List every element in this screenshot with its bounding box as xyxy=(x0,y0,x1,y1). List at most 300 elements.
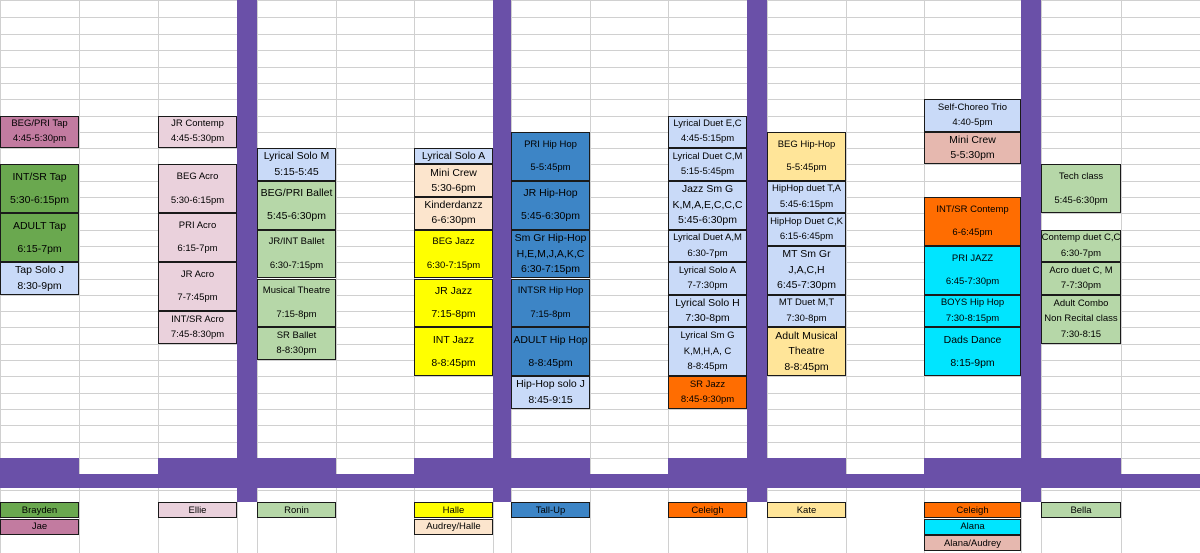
time-label xyxy=(590,50,668,66)
studio-header xyxy=(1041,18,1121,33)
class-block[interactable] xyxy=(0,116,79,149)
class-block[interactable] xyxy=(668,327,747,376)
class-name: Lyrical Solo M xyxy=(263,150,330,163)
time-label xyxy=(336,230,414,246)
grid-line-h xyxy=(0,490,1200,491)
time-label xyxy=(79,181,158,197)
time-label xyxy=(590,295,668,311)
class-detail: 5:45-6:30pm xyxy=(678,214,737,227)
class-name: Lyrical Sm G xyxy=(680,330,735,342)
time-label xyxy=(79,295,158,311)
class-name: Lyrical Solo H xyxy=(675,296,740,309)
time-label xyxy=(846,197,924,213)
class-name: INT/SR Acro xyxy=(171,313,224,325)
class-name: PRI Hip Hop xyxy=(524,138,577,150)
class-name: PRI Acro xyxy=(178,220,217,232)
time-label xyxy=(846,344,924,360)
time-label xyxy=(336,181,414,197)
class-detail: 5:45-6:30pm xyxy=(521,210,580,223)
class-name: SR Ballet xyxy=(276,330,317,342)
time-label xyxy=(1121,67,1200,83)
time-label xyxy=(336,344,414,360)
footer-bar xyxy=(924,458,1021,474)
time-label xyxy=(1121,197,1200,213)
time-label xyxy=(846,213,924,229)
class-detail: 6:15-7pm xyxy=(17,242,62,255)
class-name: ADULT Hip Hop xyxy=(513,333,588,346)
class-detail: 4:45-5:15pm xyxy=(680,133,735,145)
class-block[interactable] xyxy=(924,132,1021,165)
class-name: Hip-Hop solo J xyxy=(516,378,585,391)
class-detail: 5-5:30pm xyxy=(950,149,995,162)
class-detail: 5:45-6:30pm xyxy=(267,210,326,223)
class-block[interactable] xyxy=(0,213,79,262)
footer-bar xyxy=(414,458,493,474)
class-block[interactable] xyxy=(158,262,237,311)
class-block[interactable] xyxy=(511,132,590,181)
day-header xyxy=(767,2,1021,16)
time-label xyxy=(79,132,158,148)
class-name: Adult Combo xyxy=(1053,297,1109,309)
footer-bar xyxy=(0,458,79,474)
class-name: SR Jazz xyxy=(689,378,726,390)
time-label xyxy=(336,262,414,278)
time-label xyxy=(1121,164,1200,180)
class-detail: 8:45-9:15 xyxy=(528,393,573,406)
time-label xyxy=(590,164,668,180)
teacher-tag: Jae xyxy=(0,519,79,535)
class-block[interactable] xyxy=(257,230,336,279)
time-label xyxy=(336,442,414,458)
teacher-tag: Tall-Up xyxy=(511,502,590,518)
class-detail: 5:30-6:15pm xyxy=(170,194,225,206)
time-label xyxy=(590,393,668,409)
studio-header xyxy=(158,18,237,33)
class-detail: K,M,H,A, C xyxy=(683,345,732,357)
class-name: JR Contemp xyxy=(171,118,224,130)
teacher-tag: Celeigh xyxy=(924,502,1021,518)
time-label xyxy=(1121,409,1200,425)
class-name: INT Jazz xyxy=(432,333,475,346)
time-label xyxy=(846,230,924,246)
class-detail: 5:45-6:30pm xyxy=(1054,194,1108,206)
time-label xyxy=(1121,230,1200,246)
class-block[interactable] xyxy=(414,197,493,230)
time-label xyxy=(336,327,414,343)
class-name: INTSR Hip Hop xyxy=(517,285,584,297)
time-label xyxy=(79,213,158,229)
time-label xyxy=(1121,246,1200,262)
time-label xyxy=(846,148,924,164)
footer-bar xyxy=(1041,458,1121,474)
time-label xyxy=(1121,148,1200,164)
class-block[interactable] xyxy=(1041,295,1121,344)
class-block[interactable] xyxy=(158,116,237,149)
class-name: BEG Acro xyxy=(176,171,219,183)
day-header xyxy=(511,2,747,16)
bottom-band xyxy=(0,474,1200,488)
class-name: Tech class xyxy=(1058,171,1104,183)
time-label xyxy=(846,409,924,425)
class-detail: 6:30-7pm xyxy=(1060,247,1102,259)
studio-header xyxy=(414,18,493,33)
time-label xyxy=(846,442,924,458)
class-detail: 6-6:45pm xyxy=(952,227,993,239)
time-label xyxy=(1121,295,1200,311)
class-name: Musical Theatre xyxy=(262,285,331,297)
teacher-tag: Audrey/Halle xyxy=(414,519,493,535)
time-label xyxy=(79,50,158,66)
class-detail: 5:45-6:15pm xyxy=(779,198,834,210)
class-block[interactable] xyxy=(0,164,79,213)
time-label xyxy=(336,164,414,180)
time-label xyxy=(590,262,668,278)
class-name: Tap Solo J xyxy=(14,264,65,277)
class-detail: 7:30-8pm xyxy=(685,312,730,325)
time-label xyxy=(590,34,668,50)
class-name: INT/SR Tap xyxy=(12,170,67,183)
time-label xyxy=(590,116,668,132)
class-block[interactable] xyxy=(511,230,590,279)
class-block[interactable] xyxy=(257,181,336,230)
class-detail: 4:45-5:30pm xyxy=(170,133,225,145)
footer-bar xyxy=(668,458,747,474)
class-name: PRI JAZZ xyxy=(951,252,994,264)
time-label xyxy=(590,360,668,376)
class-block[interactable] xyxy=(668,230,747,263)
time-label xyxy=(846,327,924,343)
time-label xyxy=(79,34,158,50)
time-label xyxy=(79,393,158,409)
time-label xyxy=(590,409,668,425)
teacher-tag: Brayden xyxy=(0,502,79,518)
time-label xyxy=(1121,213,1200,229)
time-label xyxy=(1121,458,1200,474)
class-detail: 8-8:45pm xyxy=(528,357,573,370)
class-name: JR Acro xyxy=(180,268,215,280)
class-name: HipHop duet T,A xyxy=(771,183,841,195)
class-detail: 8:15-9pm xyxy=(950,357,995,370)
time-label xyxy=(1121,311,1200,327)
time-label xyxy=(336,425,414,441)
class-block[interactable] xyxy=(1041,164,1121,213)
footer-bar xyxy=(511,458,590,474)
time-label xyxy=(79,458,158,474)
class-detail: 6-6:30pm xyxy=(431,214,476,227)
class-detail: 8-8:30pm xyxy=(276,345,317,357)
class-block[interactable] xyxy=(414,164,493,197)
time-label xyxy=(1121,83,1200,99)
class-name: Dads Dance xyxy=(943,333,1002,346)
time-label xyxy=(336,197,414,213)
time-label xyxy=(590,99,668,115)
time-label xyxy=(79,99,158,115)
time-label xyxy=(846,425,924,441)
time-label xyxy=(79,425,158,441)
time-label xyxy=(79,327,158,343)
class-name: Lyrical Duet E,C xyxy=(673,118,742,130)
class-detail: 7:30-8:15 xyxy=(1060,328,1102,340)
class-detail: 8-8:45pm xyxy=(431,357,476,370)
class-name: BEG/PRI Ballet xyxy=(260,186,333,199)
class-detail: 6:45-7:30pm xyxy=(945,276,1000,288)
grid-line-h xyxy=(0,0,1200,1)
time-label xyxy=(79,148,158,164)
studio-header xyxy=(511,18,590,33)
class-name: Self-Choreo Trio xyxy=(937,101,1008,113)
time-label xyxy=(846,393,924,409)
time-label xyxy=(590,376,668,392)
time-label xyxy=(336,83,414,99)
time-label xyxy=(1121,442,1200,458)
time-label xyxy=(336,67,414,83)
time-label xyxy=(846,164,924,180)
time-label xyxy=(846,99,924,115)
class-detail: J,A,C,H xyxy=(788,263,825,276)
class-block[interactable] xyxy=(257,327,336,360)
studio-header xyxy=(767,18,846,33)
class-block[interactable] xyxy=(0,262,79,295)
time-label xyxy=(79,409,158,425)
teacher-tag: Celeigh xyxy=(668,502,747,518)
time-label xyxy=(1121,360,1200,376)
class-block[interactable] xyxy=(924,246,1021,295)
time-label xyxy=(846,116,924,132)
class-detail: H,E,M,J,A,K,C xyxy=(516,247,585,260)
class-block[interactable] xyxy=(414,327,493,376)
time-label xyxy=(1121,393,1200,409)
class-name: Lyrical Solo A xyxy=(421,149,486,162)
time-label xyxy=(79,83,158,99)
class-block[interactable] xyxy=(767,213,846,246)
time-label xyxy=(1121,279,1200,295)
class-detail: 7-7:30pm xyxy=(687,280,728,292)
time-label xyxy=(590,327,668,343)
class-detail: Non Recital class xyxy=(1044,313,1118,325)
studio-header xyxy=(668,18,747,33)
time-label xyxy=(79,246,158,262)
time-label xyxy=(1121,132,1200,148)
class-block[interactable] xyxy=(668,295,747,328)
class-block[interactable] xyxy=(767,132,846,181)
class-detail: 6:45-7:30pm xyxy=(777,279,836,292)
class-detail: 7:45-8:30pm xyxy=(170,329,225,341)
class-name: MT Sm Gr xyxy=(782,248,831,261)
class-block[interactable] xyxy=(924,295,1021,328)
class-name: HipHop Duet C,K xyxy=(770,215,843,227)
class-name: Sm Gr Hip-Hop xyxy=(514,231,587,244)
class-name: Lyrical Solo A xyxy=(678,264,737,276)
time-label xyxy=(336,376,414,392)
class-detail: 6:15-6:45pm xyxy=(779,231,834,243)
teacher-tag: Alana xyxy=(924,519,1021,535)
class-name: ADULT Tap xyxy=(12,219,67,232)
time-label xyxy=(846,181,924,197)
class-detail: 5:15-5:45pm xyxy=(680,166,735,178)
class-name: Mini Crew xyxy=(430,166,477,179)
class-block[interactable] xyxy=(257,148,336,181)
class-block[interactable] xyxy=(767,181,846,214)
class-block[interactable] xyxy=(414,279,493,328)
time-label xyxy=(846,246,924,262)
time-label xyxy=(79,67,158,83)
time-label xyxy=(336,360,414,376)
time-label xyxy=(1121,376,1200,392)
time-label xyxy=(336,148,414,164)
time-label xyxy=(336,409,414,425)
class-block[interactable] xyxy=(767,295,846,328)
time-label xyxy=(590,425,668,441)
class-detail: 7:15-8pm xyxy=(530,308,571,320)
time-label xyxy=(1121,116,1200,132)
class-detail: 7-7:45pm xyxy=(177,292,218,304)
class-detail: 8:45-9:30pm xyxy=(680,394,735,406)
class-detail: 5:15-5:45 xyxy=(274,165,319,178)
teacher-tag: Ellie xyxy=(158,502,237,518)
time-label xyxy=(79,230,158,246)
time-label xyxy=(336,34,414,50)
class-name: Kinderdanzz xyxy=(424,199,483,212)
class-detail: 6:30-7:15pm xyxy=(426,259,481,271)
time-label xyxy=(590,246,668,262)
class-detail: 8:30-9pm xyxy=(17,279,62,292)
time-label xyxy=(79,376,158,392)
class-block[interactable] xyxy=(924,99,1021,132)
class-block[interactable] xyxy=(924,197,1021,246)
time-label xyxy=(846,295,924,311)
time-label xyxy=(79,164,158,180)
time-label xyxy=(336,132,414,148)
time-label xyxy=(590,344,668,360)
class-block[interactable] xyxy=(511,376,590,409)
time-label xyxy=(590,279,668,295)
class-block[interactable] xyxy=(924,327,1021,376)
time-label xyxy=(590,442,668,458)
class-name: JR Jazz xyxy=(434,284,473,297)
time-label xyxy=(336,458,414,474)
time-label xyxy=(846,262,924,278)
class-name: Adult Musical xyxy=(775,329,838,342)
day-divider xyxy=(493,0,511,502)
time-label xyxy=(846,360,924,376)
class-block[interactable] xyxy=(158,213,237,262)
time-label xyxy=(1121,327,1200,343)
class-detail: 7-7:30pm xyxy=(1060,280,1102,292)
class-name: Mini Crew xyxy=(949,133,996,146)
time-label xyxy=(336,213,414,229)
class-detail: 7:30-8pm xyxy=(786,312,827,324)
time-label xyxy=(590,148,668,164)
class-block[interactable] xyxy=(511,327,590,376)
class-detail: 6:30-7:15pm xyxy=(269,259,324,271)
class-block[interactable] xyxy=(158,164,237,213)
time-label xyxy=(336,393,414,409)
class-block[interactable] xyxy=(511,279,590,328)
time-label xyxy=(336,50,414,66)
studio-header xyxy=(257,18,336,33)
class-block[interactable] xyxy=(1041,262,1121,295)
class-detail: 8-8:45pm xyxy=(784,360,829,373)
time-label xyxy=(336,311,414,327)
time-label xyxy=(79,311,158,327)
class-block[interactable] xyxy=(257,279,336,328)
class-block[interactable] xyxy=(668,181,747,230)
footer-bar xyxy=(767,458,846,474)
time-label xyxy=(336,279,414,295)
class-detail: 6:30-7:15pm xyxy=(521,263,580,276)
class-detail: Theatre xyxy=(788,345,825,358)
class-block[interactable] xyxy=(668,376,747,409)
time-label xyxy=(79,442,158,458)
class-detail: 4:45-5:30pm xyxy=(12,133,67,145)
class-block[interactable] xyxy=(158,311,237,344)
time-label xyxy=(846,132,924,148)
class-block[interactable] xyxy=(668,148,747,181)
time-label xyxy=(846,34,924,50)
class-name: JR/INT Ballet xyxy=(268,236,325,248)
time-label xyxy=(1121,50,1200,66)
class-block[interactable] xyxy=(767,327,846,376)
class-block[interactable] xyxy=(414,148,493,164)
footer-bar xyxy=(158,458,237,474)
class-detail: 5-5:45pm xyxy=(530,161,571,173)
time-label xyxy=(1121,99,1200,115)
class-block[interactable] xyxy=(511,181,590,230)
class-detail: 8-8:45pm xyxy=(687,361,728,373)
time-label xyxy=(846,376,924,392)
day-divider xyxy=(237,0,257,502)
teacher-tag: Halle xyxy=(414,502,493,518)
class-name: JR Hip-Hop xyxy=(523,186,578,199)
class-block[interactable] xyxy=(668,116,747,149)
time-label xyxy=(79,344,158,360)
class-name: BEG Hip-Hop xyxy=(777,138,836,150)
class-block[interactable] xyxy=(767,246,846,295)
day-header xyxy=(257,2,493,16)
class-name: Acro duet C, M xyxy=(1049,264,1113,276)
class-block[interactable] xyxy=(414,230,493,279)
time-label xyxy=(590,458,668,474)
class-detail: 4:40-5pm xyxy=(952,117,993,129)
time-label xyxy=(846,50,924,66)
class-block[interactable] xyxy=(668,262,747,295)
time-label xyxy=(336,295,414,311)
time-label xyxy=(336,116,414,132)
time-label xyxy=(846,458,924,474)
class-detail: 7:15-8pm xyxy=(276,308,317,320)
teacher-tag: Alana/Audrey xyxy=(924,535,1021,551)
studio-header xyxy=(0,18,79,33)
time-label xyxy=(1121,344,1200,360)
class-block[interactable] xyxy=(1041,230,1121,263)
class-detail: 5-5:45pm xyxy=(786,161,827,173)
time-label xyxy=(79,279,158,295)
time-label xyxy=(336,99,414,115)
class-name: Jazz Sm G xyxy=(681,182,734,195)
time-label xyxy=(79,116,158,132)
class-name: Lyrical Duet A,M xyxy=(673,232,742,244)
time-label xyxy=(1121,34,1200,50)
time-label xyxy=(336,246,414,262)
time-label xyxy=(590,181,668,197)
day-divider xyxy=(1021,0,1041,502)
class-name: Contemp duet C,C xyxy=(1041,232,1121,244)
teacher-tag: Kate xyxy=(767,502,846,518)
time-label xyxy=(846,83,924,99)
class-detail: K,M,A,E,C,C,C xyxy=(672,198,743,211)
time-label xyxy=(590,197,668,213)
time-label xyxy=(590,83,668,99)
